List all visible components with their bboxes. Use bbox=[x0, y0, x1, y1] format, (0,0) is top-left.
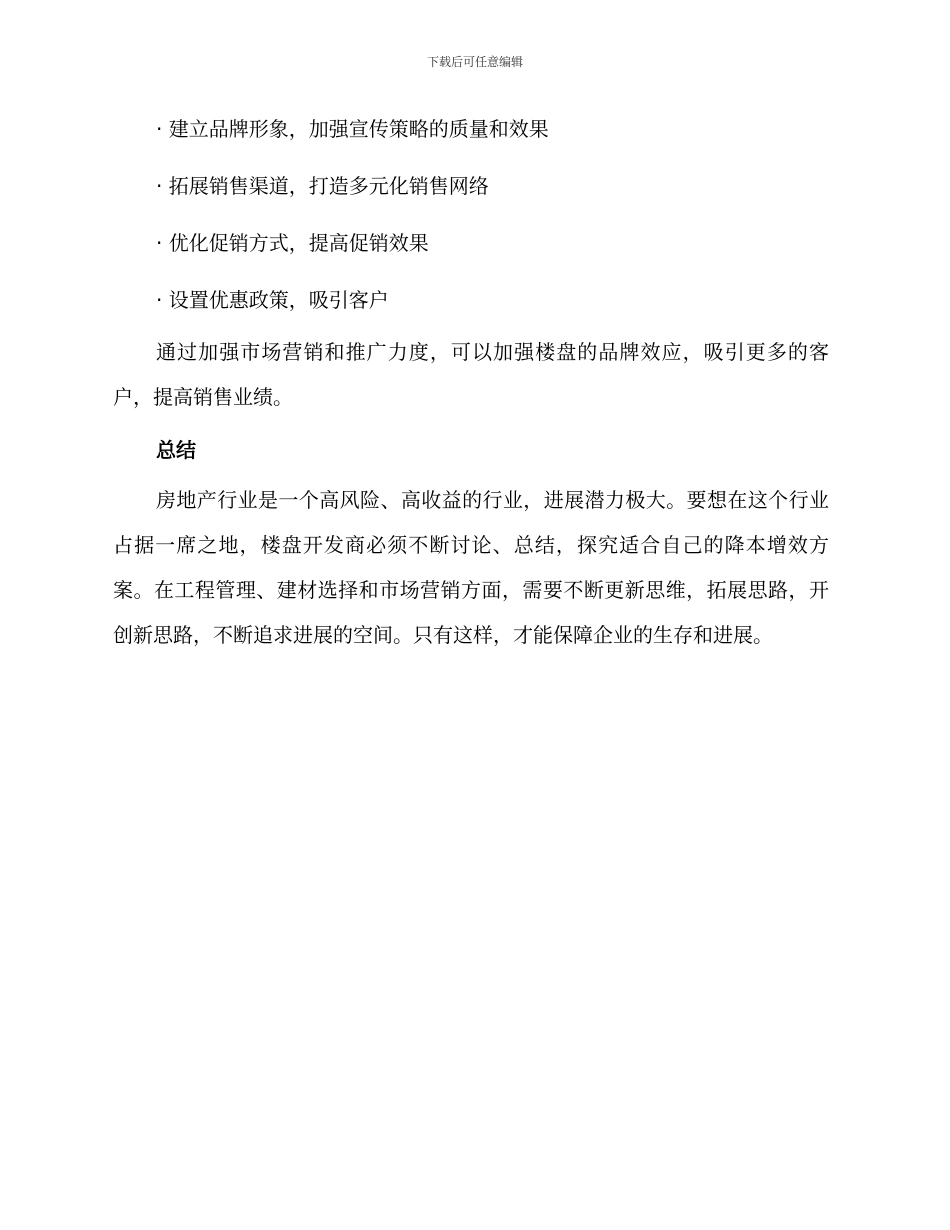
paragraph-marketing: 通过加强市场营销和推广力度，可以加强楼盘的品牌效应，吸引更多的客户，提高销售业绩。 bbox=[113, 340, 829, 409]
paragraph-summary: 房地产行业是一个高风险、高收益的行业，进展潜力极大。要想在这个行业占据一席之地，楼盘开发商必须不断讨论、总结，探究适合自己的降本增效方案。在工程管理、建材选择和市场营销方面，需要不断更新思维，拓展思路，开创新思路，不断追求进展的空间。只有这样，才能保障企业的生存和进展。 bbox=[113, 488, 829, 647]
document-body bbox=[113, 110, 829, 658]
bullet-item-channels: · 拓展销售渠道，打造多元化销售网络 bbox=[156, 174, 489, 198]
page-header: 下载后可任意编辑 bbox=[426, 55, 523, 69]
bullet-item-discount: · 设置优惠政策，吸引客户 bbox=[156, 288, 389, 312]
bullet-item-brand: · 建立品牌形象，加强宣传策略的质量和效果 bbox=[156, 117, 549, 141]
section-heading-summary: 总结 bbox=[156, 438, 196, 462]
bullet-item-promotion: · 优化促销方式，提高促销效果 bbox=[156, 231, 429, 255]
